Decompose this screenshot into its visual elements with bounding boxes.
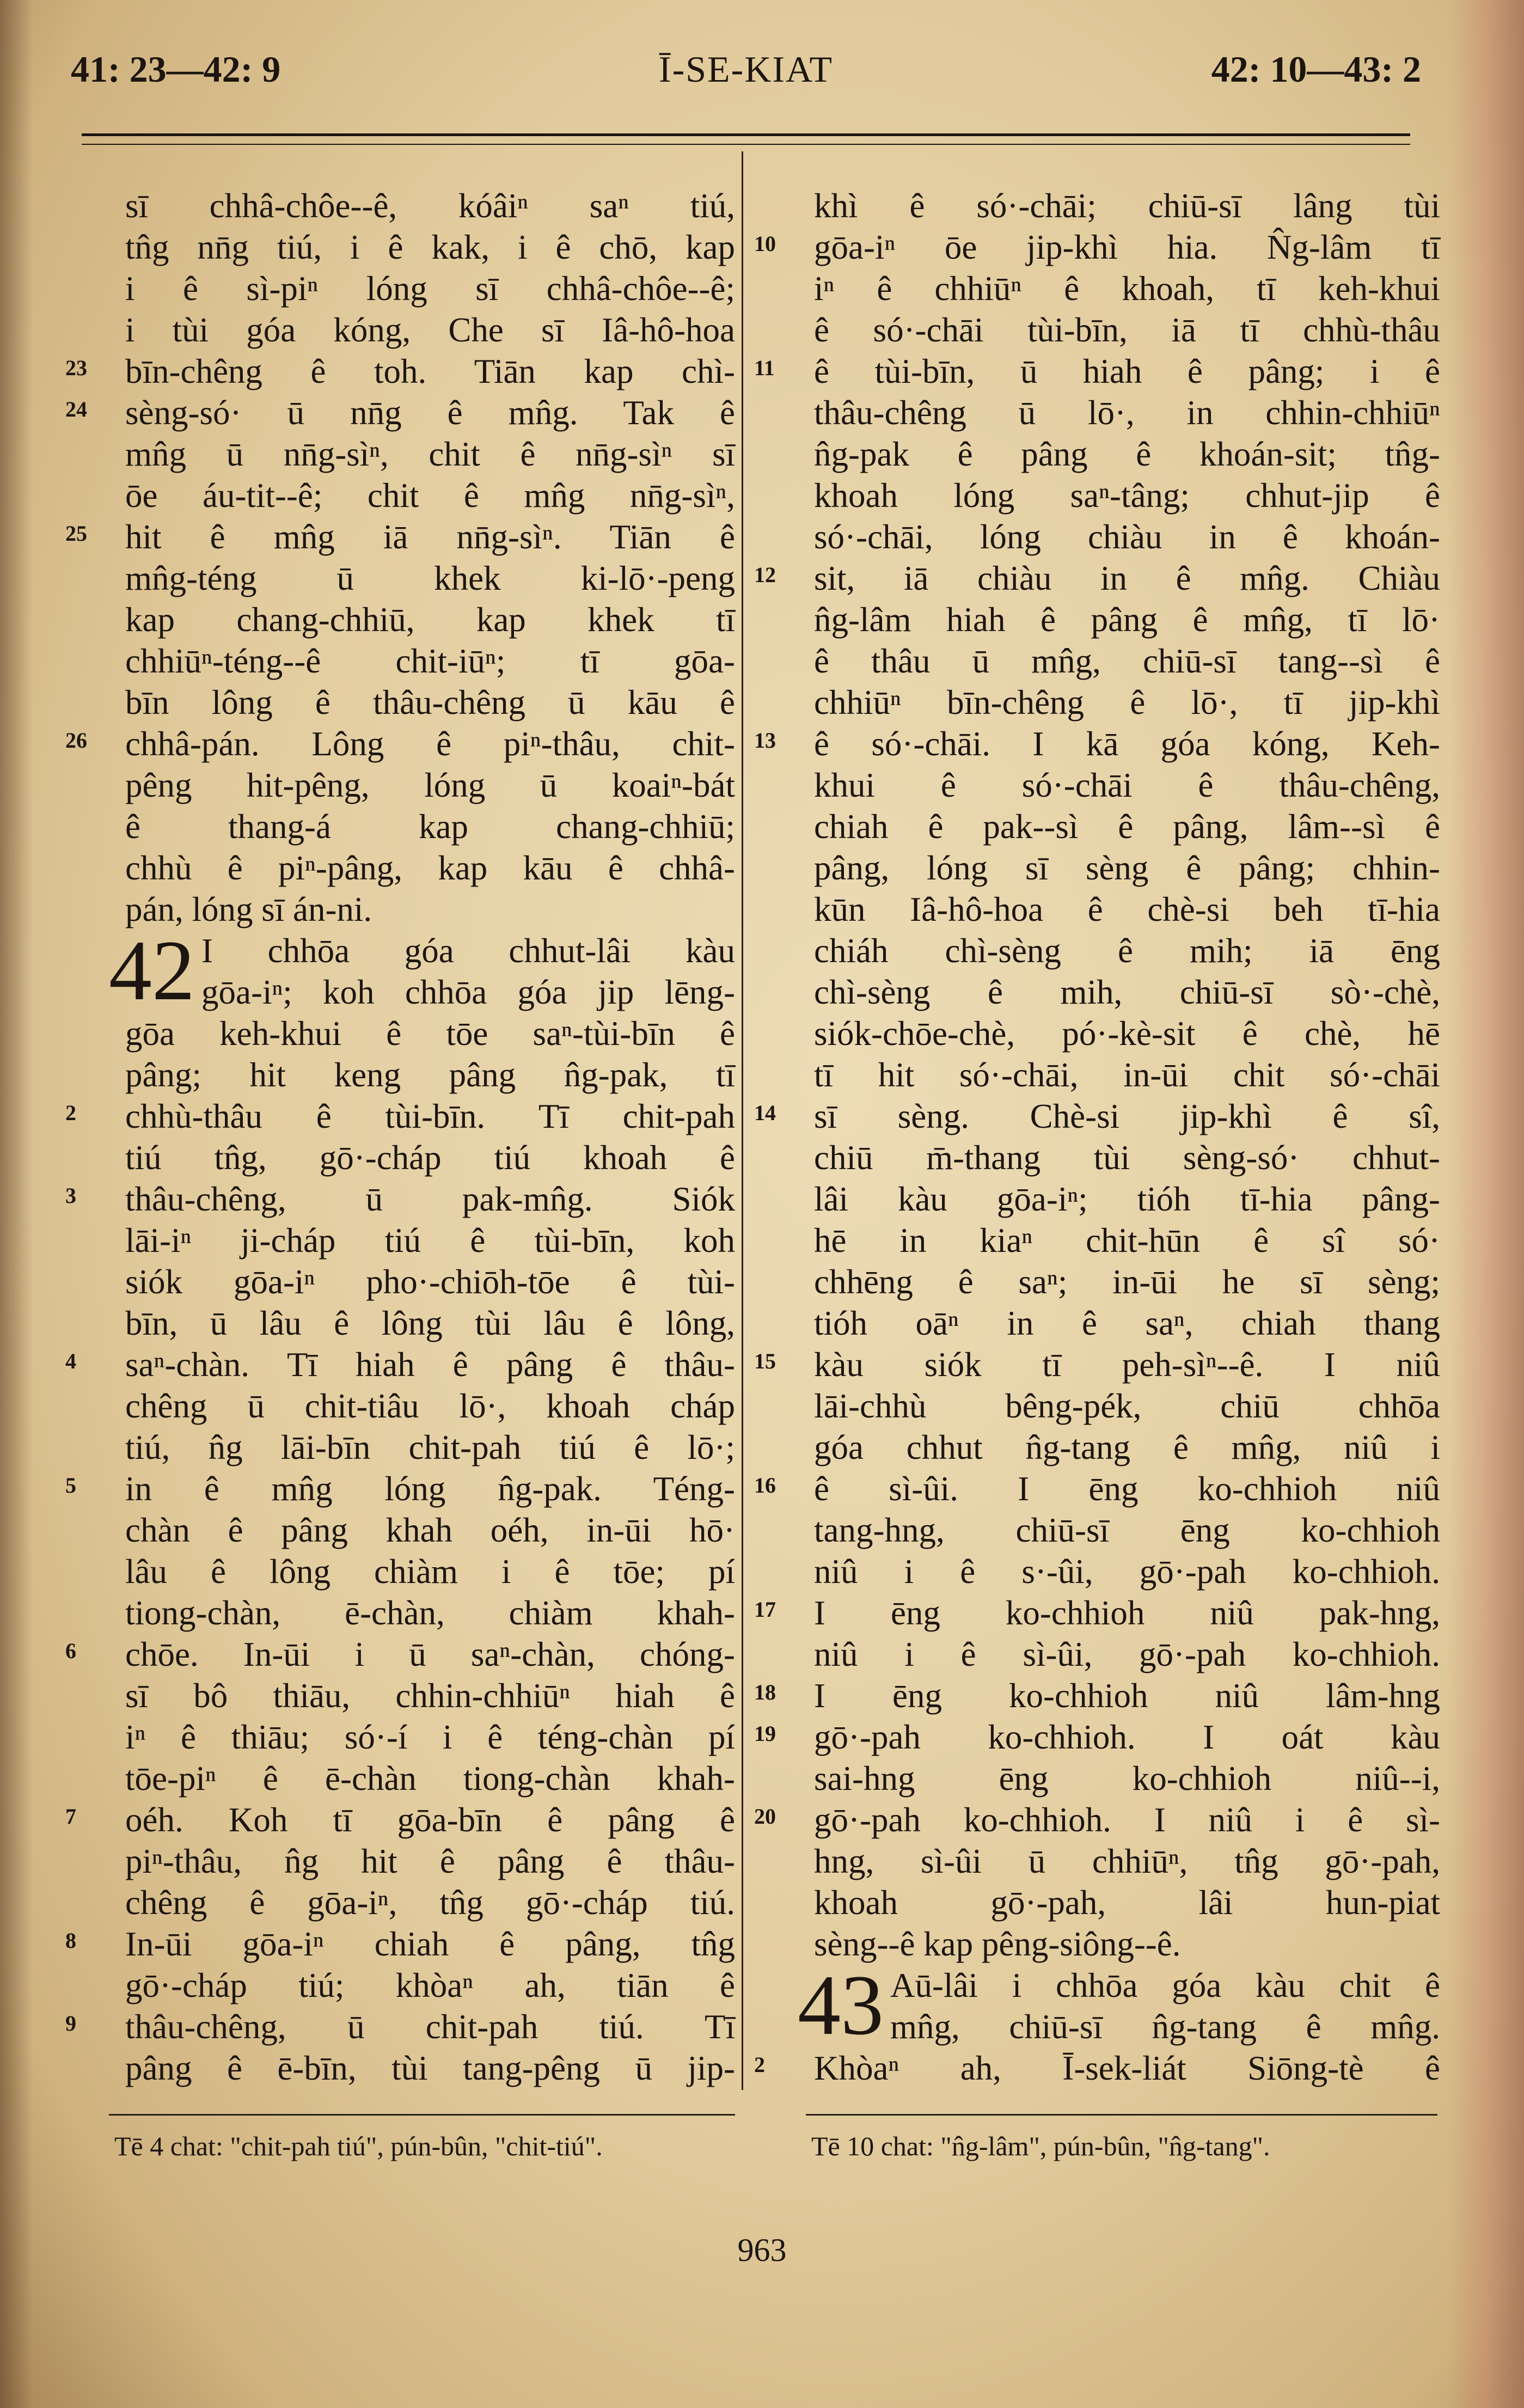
verse-number: 7 <box>65 1804 76 1829</box>
verse-text: gō·-pah ko-chhioh. I oát kàu <box>814 1718 1440 1756</box>
verse-text: tī hit só·-chāi, in-ūi chit só·-chāi <box>814 1056 1440 1094</box>
right-column-line <box>754 1178 1440 1220</box>
left-column-line <box>65 392 735 433</box>
verse-text: i ê sì-piⁿ lóng sī chhâ-chôe--ê; <box>125 270 735 308</box>
verse-text: chàn ê pâng khah oéh, in-ūi hō· <box>125 1511 735 1549</box>
verse-text: lâu ê lông chiàm i ê tōe; pí <box>125 1553 735 1591</box>
verse-text: niû i ê s·-ûi, gō·-pah ko-chhioh. <box>814 1553 1440 1591</box>
right-column-line <box>754 433 1440 475</box>
left-column-line <box>65 1261 735 1303</box>
verse-text: chhâ-pán. Lông ê piⁿ-thâu, chit- <box>125 725 735 763</box>
verse-text: pâng ê ē-bīn, tùi tang-pêng ū jip- <box>125 2049 735 2087</box>
right-column-line <box>754 351 1440 392</box>
verse-text: I ēng ko-chhioh niû pak-hng, <box>814 1594 1440 1632</box>
verse-text: hē in kiaⁿ chit-hūn ê sî só· <box>814 1221 1440 1260</box>
verse-number: 14 <box>754 1101 776 1125</box>
right-column-line <box>754 2048 1440 2089</box>
left-column-line <box>65 1841 735 1882</box>
header-double-rule <box>82 133 1410 145</box>
verse-text: kap chang-chhiū, kap khek tī <box>125 601 735 639</box>
verse-number: 9 <box>65 2011 76 2036</box>
left-column-line <box>65 1758 735 1799</box>
left-column-line <box>65 1965 735 2006</box>
verse-number: 12 <box>754 563 776 587</box>
verse-text: niû i ê sì-ûi, gō·-pah ko-chhioh. <box>814 1635 1440 1673</box>
left-column-line <box>65 1923 735 1965</box>
verse-text: ê tùi-bīn, ū hiah ê pâng; i ê <box>814 352 1440 390</box>
verse-number: 10 <box>754 231 776 256</box>
verse-text: pêng hit-pêng, lóng ū koaiⁿ-bát <box>125 766 735 804</box>
left-column-line <box>65 847 735 889</box>
verse-text: tiú, n̂g lāi-bīn chit-pah tiú ê lō·; <box>125 1428 735 1466</box>
verse-text: ê thâu ū mn̂g, chiū-sī tang--sì ê <box>814 642 1440 680</box>
left-column-line <box>65 1551 735 1592</box>
verse-text: mn̂g-téng ū khek ki-lō·-peng <box>125 559 735 597</box>
verse-text: sai-hng ēng ko-chhioh niû--i, <box>814 1759 1440 1798</box>
verse-text: tn̂g nn̄g tiú, i ê kak, i ê chō, kap <box>125 228 735 266</box>
verse-text: chêng ê gōa-iⁿ, tn̂g gō·-cháp tiú. <box>125 1884 735 1922</box>
left-column-line <box>65 1178 735 1220</box>
verse-text: chêng ū chit-tiâu lō·, khoah cháp <box>125 1387 735 1425</box>
footnote-rule-right <box>806 2114 1437 2116</box>
verse-text: chiáh chì-sèng ê mih; iā ēng <box>814 932 1440 970</box>
right-column-line <box>754 1634 1440 1675</box>
verse-number: 6 <box>65 1639 76 1663</box>
verse-text: chiū m̄-thang tùi sèng-só· chhut- <box>814 1139 1440 1177</box>
right-column-line <box>754 1468 1440 1509</box>
verse-text: iⁿ ê chhiūⁿ ê khoah, tī keh-khui <box>814 270 1440 308</box>
right-column-line <box>754 1841 1440 1882</box>
left-column-line <box>65 1468 735 1509</box>
verse-number: 24 <box>65 397 87 421</box>
left-column-line <box>65 1509 735 1551</box>
verse-text: ê thang-á kap chang-chhiū; <box>125 808 735 846</box>
right-column-line <box>754 1509 1440 1551</box>
verse-text: góa chhut n̂g-tang ê mn̂g, niû i <box>814 1428 1440 1466</box>
right-column-line <box>754 1385 1440 1427</box>
left-column-line <box>65 2006 735 2048</box>
verse-text: tōe-piⁿ ê ē-chàn tiong-chàn khah- <box>125 1759 735 1798</box>
right-column-line <box>754 889 1440 930</box>
verse-text: gō·-cháp tiú; khòaⁿ ah, tiān ê <box>125 1966 735 2004</box>
verse-text: siók gōa-iⁿ pho·-chiōh-tōe ê tùi- <box>125 1263 735 1301</box>
verse-text: kàu siók tī peh-sìⁿ--ê. I niû <box>814 1346 1440 1384</box>
left-column-line <box>65 599 735 640</box>
running-head-right-range: 42: 10—43: 2 <box>1211 48 1421 90</box>
verse-text: thâu-chêng, ū pak-mn̂g. Siók <box>125 1180 735 1218</box>
left-column <box>65 185 735 2102</box>
footnote-left: Tē 4 chat: "chit-pah tiú", pún-bûn, "chit-tiú". <box>114 2131 603 2161</box>
verse-text: hit ê mn̂g iā nn̄g-sìⁿ. Tiān ê <box>125 518 735 556</box>
verse-text: pâng; hit keng pâng n̂g-pak, tī <box>125 1056 735 1094</box>
right-column-line <box>754 268 1440 309</box>
verse-number: 19 <box>754 1721 776 1746</box>
chapter-number: 43 <box>798 1958 884 2053</box>
verse-number: 4 <box>65 1349 76 1373</box>
left-column-line <box>65 558 735 599</box>
verse-number: 5 <box>65 1473 76 1498</box>
right-column-line <box>754 475 1440 516</box>
left-column-line <box>65 1303 735 1344</box>
verse-text: gō·-pah ko-chhioh. I niû i ê sì- <box>814 1801 1440 1839</box>
verse-text: khoah lóng saⁿ-tâng; chhut-jip ê <box>814 476 1440 515</box>
running-head-left-range: 41: 23—42: 9 <box>71 48 281 90</box>
verse-text: in ê mn̂g lóng n̂g-pak. Téng- <box>125 1470 735 1508</box>
right-column-line <box>754 1137 1440 1178</box>
verse-text: n̂g-lâm hiah ê pâng ê mn̂g, tī lō· <box>814 601 1440 639</box>
right-column-line <box>754 1758 1440 1799</box>
verse-number: 26 <box>65 728 87 753</box>
left-column-line <box>65 971 735 1013</box>
verse-number: 18 <box>754 1680 776 1704</box>
verse-text: bīn lông ê thâu-chêng ū kāu ê <box>125 683 735 722</box>
verse-text: lāi-chhù bêng-pék, chiū chhōa <box>814 1387 1440 1425</box>
left-column-line <box>65 806 735 847</box>
verse-text: pâng, lóng sī sèng ê pâng; chhin- <box>814 849 1440 887</box>
verse-text: ōe áu-tit--ê; chit ê mn̂g nn̄g-sìⁿ, <box>125 476 735 515</box>
right-column-line <box>754 1799 1440 1841</box>
verse-number: 20 <box>754 1804 776 1829</box>
right-column-line <box>754 558 1440 599</box>
verse-text: thâu-chêng ū lō·, in chhin-chhiūⁿ <box>814 394 1440 432</box>
verse-text: ê sì-ûi. I ēng ko-chhioh niû <box>814 1470 1440 1508</box>
verse-text: tiong-chàn, ē-chàn, chiàm khah- <box>125 1594 735 1632</box>
right-column-line <box>754 930 1440 971</box>
left-column-line <box>65 1675 735 1716</box>
left-column-line <box>65 723 735 765</box>
left-column-line <box>65 1013 735 1054</box>
verse-text: sī sèng. Chè-si jip-khì ê sî, <box>814 1097 1440 1135</box>
right-column-line <box>754 227 1440 268</box>
right-column-line <box>754 516 1440 558</box>
verse-text: Khòaⁿ ah, Ī-sek-liát Siōng-tè ê <box>814 2049 1440 2087</box>
right-column-line <box>754 1716 1440 1758</box>
verse-text: chhiūⁿ bīn-chêng ê lō·, tī jip-khì <box>814 683 1440 722</box>
left-column-line <box>65 2048 735 2089</box>
verse-text: lâi kàu gōa-iⁿ; tióh tī-hia pâng- <box>814 1180 1440 1218</box>
verse-text: lāi-iⁿ ji-cháp tiú ê tùi-bīn, koh <box>125 1221 735 1260</box>
right-column-line <box>754 1261 1440 1303</box>
footnote-rule-left <box>109 2114 735 2116</box>
verse-text: hng, sì-ûi ū chhiūⁿ, tn̂g gō·-pah, <box>814 1842 1440 1880</box>
page-number: 963 <box>737 2232 787 2268</box>
verse-text: gōa-iⁿ; koh chhōa góa jip lēng- <box>201 973 735 1011</box>
verse-text: bīn-chêng ê toh. Tiān kap chì- <box>125 352 735 390</box>
verse-text: ê só·-chāi. I kā góa kóng, Keh- <box>814 725 1440 763</box>
left-column-line <box>65 1344 735 1385</box>
right-column-line <box>754 185 1440 227</box>
right-column-line <box>754 723 1440 765</box>
right-column-line <box>754 1675 1440 1716</box>
verse-text: sit, iā chiàu in ê mn̂g. Chiàu <box>814 559 1440 597</box>
left-column-line <box>65 351 735 392</box>
verse-text: chōe. In-ūi i ū saⁿ-chàn, chóng- <box>125 1635 735 1673</box>
verse-text: chhiūⁿ-téng--ê chit-iūⁿ; tī gōa- <box>125 642 735 680</box>
verse-text: mn̂g, chiū-sī n̂g-tang ê mn̂g. <box>890 2008 1440 2046</box>
verse-text: piⁿ-thâu, n̂g hit ê pâng ê thâu- <box>125 1842 735 1880</box>
verse-text: siók-chōe-chè, pó·-kè-sit ê chè, hē <box>814 1014 1440 1053</box>
right-column-line <box>754 1551 1440 1592</box>
verse-text: khoah gō·-pah, lâi hun-piat <box>814 1884 1440 1922</box>
left-column-line <box>65 1882 735 1923</box>
chapter-number: 42 <box>109 923 195 1018</box>
left-column-line <box>65 433 735 475</box>
right-column-line <box>754 1882 1440 1923</box>
verse-text: gōa-iⁿ ōe jip-khì hia. N̂g-lâm tī <box>814 228 1440 266</box>
verse-text: chì-sèng ê mih, chiū-sī sò·-chè, <box>814 973 1440 1011</box>
verse-number: 3 <box>65 1183 76 1208</box>
right-column-line <box>754 1592 1440 1634</box>
verse-number: 2 <box>754 2052 765 2077</box>
verse-text: sī chhâ-chôe--ê, kóâiⁿ saⁿ tiú, <box>125 187 735 225</box>
verse-text: I ēng ko-chhioh niû lâm-hng <box>814 1677 1440 1715</box>
right-column-line <box>754 2006 1440 2048</box>
right-column-line <box>754 765 1440 806</box>
verse-text: chiah ê pak--sì ê pâng, lâm--sì ê <box>814 808 1440 846</box>
left-column-line <box>65 227 735 268</box>
verse-text: só·-chāi, lóng chiàu in ê khoán- <box>814 518 1440 556</box>
verse-text: chhù-thâu ê tùi-bīn. Tī chit-pah <box>125 1097 735 1135</box>
right-column-line <box>754 1303 1440 1344</box>
verse-text: sèng-só· ū nn̄g ê mn̂g. Tak ê <box>125 394 735 432</box>
verse-text: Aū-lâi i chhōa góa kàu chit ê <box>890 1966 1440 2004</box>
verse-number: 25 <box>65 521 87 546</box>
right-column-line <box>754 1427 1440 1468</box>
verse-number: 16 <box>754 1473 776 1498</box>
verse-text: mn̂g ū nn̄g-sìⁿ, chit ê nn̄g-sìⁿ sī <box>125 435 735 473</box>
verse-text: khui ê só·-chāi ê thâu-chêng, <box>814 766 1440 804</box>
right-column-line <box>754 392 1440 433</box>
right-column-line <box>754 971 1440 1013</box>
footnote-right: Tē 10 chat: "n̂g-lâm", pún-bûn, "n̂g-tang". <box>811 2131 1270 2161</box>
verse-text: iⁿ ê thiāu; só·-í i ê téng-chàn pí <box>125 1718 735 1756</box>
verse-text: kūn Iâ-hô-hoa ê chè-si beh tī-hia <box>814 890 1440 928</box>
verse-text: saⁿ-chàn. Tī hiah ê pâng ê thâu- <box>125 1346 735 1384</box>
verse-number: 15 <box>754 1349 776 1373</box>
verse-text: sèng--ê kap pêng-siông--ê. <box>814 1925 1181 1963</box>
left-column-line <box>65 640 735 682</box>
verse-text: gōa keh-khui ê tōe saⁿ-tùi-bīn ê <box>125 1014 735 1053</box>
verse-text: pán, lóng sī án-ni. <box>125 890 372 928</box>
verse-number: 2 <box>65 1101 76 1125</box>
left-column-line <box>65 309 735 351</box>
verse-number: 17 <box>754 1597 776 1622</box>
verse-text: chhù ê piⁿ-pâng, kap kāu ê chhâ- <box>125 849 735 887</box>
page-shadow-left <box>0 0 33 2408</box>
verse-text: tang-hng, chiū-sī ēng ko-chhioh <box>814 1511 1440 1549</box>
right-column-line <box>754 1220 1440 1261</box>
verse-number: 13 <box>754 728 776 753</box>
verse-text: chhēng ê saⁿ; in-ūi he sī sèng; <box>814 1263 1440 1301</box>
left-column-line <box>65 1096 735 1137</box>
verse-text: tiú tn̂g, gō·-cháp tiú khoah ê <box>125 1139 735 1177</box>
right-column-line <box>754 640 1440 682</box>
right-column-line <box>754 1013 1440 1054</box>
verse-text: tióh oāⁿ in ê saⁿ, chiah thang <box>814 1304 1440 1342</box>
left-column-line <box>65 1427 735 1468</box>
left-column-line <box>65 475 735 516</box>
running-head <box>71 48 1421 97</box>
verse-text: n̂g-pak ê pâng ê khoán-sit; tn̂g- <box>814 435 1440 473</box>
right-column <box>754 185 1440 2102</box>
left-column-line <box>65 185 735 227</box>
verse-text: oéh. Koh tī gōa-bīn ê pâng ê <box>125 1801 735 1839</box>
left-column-line <box>65 1054 735 1096</box>
verse-text: khì ê só·-chāi; chiū-sī lâng tùi <box>814 187 1440 225</box>
verse-number: 11 <box>754 356 775 380</box>
left-column-line <box>65 1220 735 1261</box>
right-column-line <box>754 847 1440 889</box>
right-column-line <box>754 1344 1440 1385</box>
right-column-line <box>754 682 1440 723</box>
right-column-line <box>754 1054 1440 1096</box>
left-column-line <box>65 268 735 309</box>
left-column-line <box>65 1592 735 1634</box>
verse-text: thâu-chêng, ū chit-pah tiú. Tī <box>125 2008 735 2046</box>
left-column-line <box>65 1634 735 1675</box>
right-column-line <box>754 599 1440 640</box>
verse-number: 23 <box>65 356 87 380</box>
left-column-line <box>65 1137 735 1178</box>
left-column-line <box>65 516 735 558</box>
left-column-line <box>65 682 735 723</box>
column-divider <box>742 151 743 2090</box>
left-column-line <box>65 765 735 806</box>
right-column-line <box>754 806 1440 847</box>
left-column-line <box>65 1799 735 1841</box>
verse-text: I chhōa góa chhut-lâi kàu <box>201 932 735 970</box>
verse-text: bīn, ū lâu ê lông tùi lâu ê lông, <box>125 1304 735 1342</box>
book-title: Ī-SE-KIAT <box>658 48 834 90</box>
verse-text: In-ūi gōa-iⁿ chiah ê pâng, tn̂g <box>125 1925 735 1963</box>
verse-text: ê só·-chāi tùi-bīn, iā tī chhù-thâu <box>814 311 1440 349</box>
right-column-line <box>754 309 1440 351</box>
verse-number: 8 <box>65 1928 76 1953</box>
verse-text: sī bô thiāu, chhin-chhiūⁿ hiah ê <box>125 1677 735 1715</box>
right-column-line <box>754 1096 1440 1137</box>
left-column-line <box>65 1385 735 1427</box>
verse-text: i tùi góa kóng, Che sī Iâ-hô-hoa <box>125 311 735 349</box>
left-column-line <box>65 1716 735 1758</box>
page-stain-right <box>1448 0 1524 2408</box>
